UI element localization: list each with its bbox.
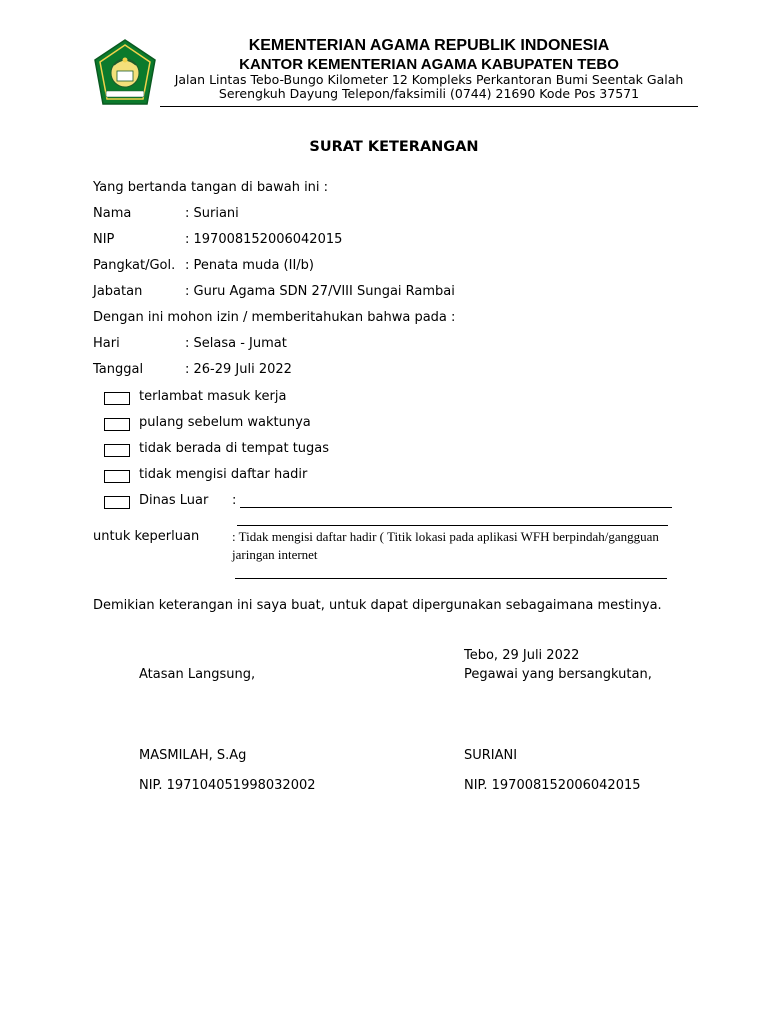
option-label-dinas-luar: Dinas Luar: [139, 493, 209, 508]
signature-right-name: SURIANI: [464, 748, 518, 763]
header-office: KANTOR KEMENTERIAN AGAMA KABUPATEN TEBO: [239, 56, 619, 73]
schedule-value-hari: : Selasa - Jumat: [185, 336, 287, 351]
dinas-luar-colon: :: [232, 493, 237, 508]
schedule-label-hari: Hari: [93, 336, 120, 351]
field-label-pangkat: Pangkat/Gol.: [93, 258, 176, 273]
purpose-label: untuk keperluan: [93, 529, 200, 544]
purpose-value-line1: : Tidak mengisi daftar hadir ( Titik lokasi pada aplikasi WFH berpindah/gangguan: [232, 529, 659, 544]
schedule-label-tanggal: Tanggal: [93, 362, 144, 377]
option-label-terlambat: terlambat masuk kerja: [139, 389, 287, 404]
ministry-logo-icon: [92, 38, 158, 108]
checkbox-tidak-mengisi[interactable]: [104, 470, 130, 483]
date-place: Tebo, 29 Juli 2022: [464, 648, 580, 663]
option-label-pulang: pulang sebelum waktunya: [139, 415, 311, 430]
option-label-tidak-mengisi: tidak mengisi daftar hadir: [139, 467, 308, 482]
intro-text: Yang bertanda tangan di bawah ini :: [93, 180, 329, 195]
fill-line-2[interactable]: [237, 525, 668, 526]
field-label-nama: Nama: [93, 206, 132, 221]
notice-text: Dengan ini mohon izin / memberitahukan bahwa pada :: [93, 310, 456, 325]
header-address-line2: Serengkuh Dayung Telepon/faksimili (0744) 21690 Kode Pos 37571: [218, 86, 640, 101]
field-value-nama: : Suriani: [185, 206, 239, 221]
checkbox-pulang[interactable]: [104, 418, 130, 431]
signature-left-nip: NIP. 197104051998032002: [139, 778, 316, 793]
option-label-tidak-berada: tidak berada di tempat tugas: [139, 441, 330, 456]
field-value-nip: : 197008152006042015: [185, 232, 343, 247]
purpose-value-line2: jaringan internet: [232, 547, 318, 562]
checkbox-tidak-berada[interactable]: [104, 444, 130, 457]
header-address-line1: Jalan Lintas Tebo-Bungo Kilometer 12 Kompleks Perkantoran Bumi Seentak Galah: [174, 72, 684, 87]
dinas-luar-fill-line[interactable]: [240, 507, 672, 508]
checkbox-terlambat[interactable]: [104, 392, 130, 405]
field-label-nip: NIP: [93, 232, 115, 247]
signature-left-name: MASMILAH, S.Ag: [139, 748, 247, 763]
header-ministry: KEMENTERIAN AGAMA REPUBLIK INDONESIA: [248, 37, 610, 54]
closing-text: Demikian keterangan ini saya buat, untuk dapat dipergunakan sebagaimana mestinya.: [93, 598, 662, 613]
header-divider: [160, 106, 698, 107]
schedule-value-tanggal: : 26-29 Juli 2022: [185, 362, 292, 377]
document-title: SURAT KETERANGAN: [309, 139, 479, 155]
checkbox-dinas-luar[interactable]: [104, 496, 130, 509]
field-value-jabatan: : Guru Agama SDN 27/VIII Sungai Rambai: [185, 284, 455, 299]
field-label-jabatan: Jabatan: [93, 284, 143, 299]
signature-right-nip: NIP. 197008152006042015: [464, 778, 641, 793]
field-value-pangkat: : Penata muda (II/b): [185, 258, 314, 273]
signature-right-role: Pegawai yang bersangkutan,: [464, 667, 652, 682]
purpose-fill-line[interactable]: [235, 578, 667, 579]
signature-left-role: Atasan Langsung,: [139, 667, 256, 682]
